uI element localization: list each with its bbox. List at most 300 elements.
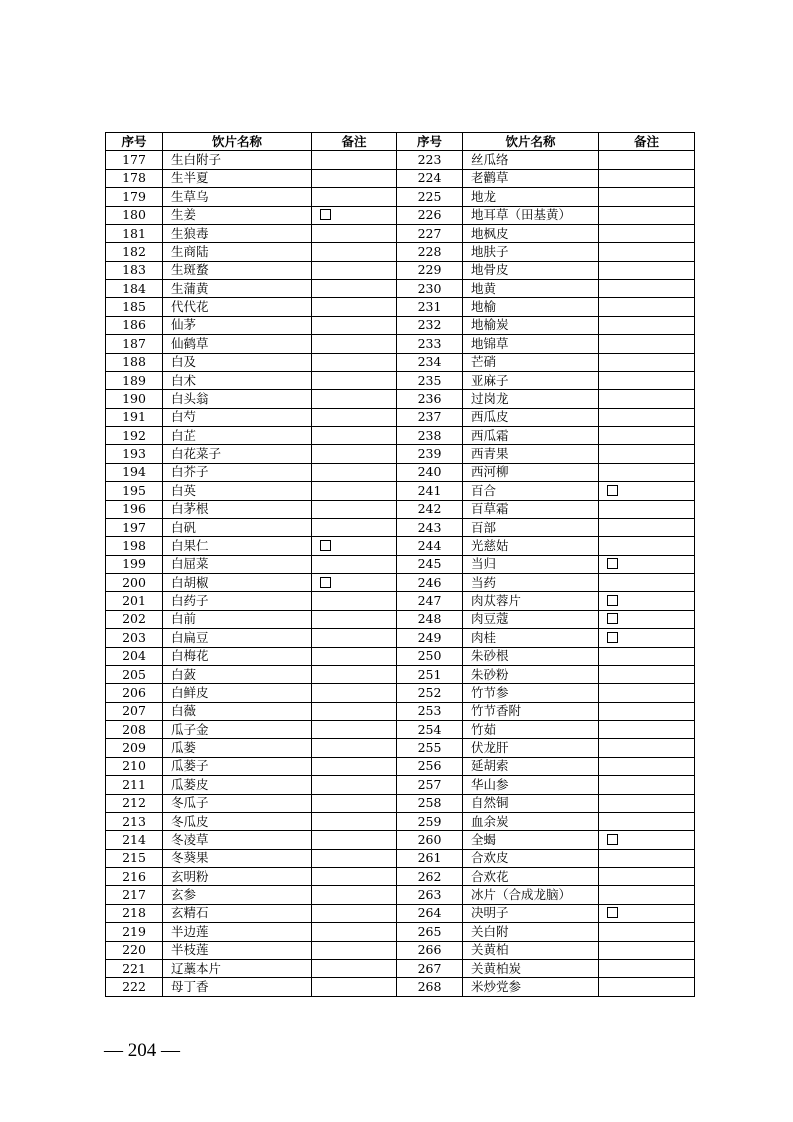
note-cell-left [312,684,397,702]
name-cell-left: 生半夏 [163,169,312,187]
name-cell-right: 关黄柏炭 [463,959,599,977]
name-cell-right: 冰片（合成龙脑） [463,886,599,904]
table-row [106,555,695,573]
page-number: — 204 — [104,1040,180,1061]
note-cell-left [312,868,397,886]
seq-cell-right: 255 [397,739,463,757]
table-row [106,224,695,242]
note-cell-right [599,427,695,445]
seq-cell-left: 204 [106,647,163,665]
seq-cell-left: 214 [106,831,163,849]
note-cell-left [312,757,397,775]
note-cell-left [312,959,397,977]
name-cell-left: 仙茅 [163,316,312,334]
seq-cell-right: 240 [397,463,463,481]
checkbox-square-icon [320,540,331,551]
checkbox-square-icon [607,558,618,569]
note-cell-left [312,978,397,996]
note-cell-right [599,463,695,481]
name-cell-left: 白芍 [163,408,312,426]
seq-cell-right: 237 [397,408,463,426]
table-row [106,169,695,187]
table-row [106,463,695,481]
seq-cell-left: 206 [106,684,163,702]
seq-cell-right: 266 [397,941,463,959]
note-cell-right [599,665,695,683]
name-cell-left: 白药子 [163,592,312,610]
seq-cell-right: 267 [397,959,463,977]
name-cell-right: 关白附 [463,923,599,941]
name-cell-right: 当药 [463,574,599,592]
seq-cell-right: 242 [397,500,463,518]
table-row [106,886,695,904]
seq-cell-right: 229 [397,261,463,279]
note-cell-left [312,923,397,941]
name-cell-left: 白术 [163,371,312,389]
table-row [106,776,695,794]
name-cell-right: 决明子 [463,904,599,922]
name-cell-left: 白芥子 [163,463,312,481]
name-cell-right: 百部 [463,518,599,536]
name-cell-left: 母丁香 [163,978,312,996]
note-cell-left [312,647,397,665]
seq-cell-left: 189 [106,371,163,389]
seq-cell-right: 223 [397,151,463,169]
note-cell-right [599,959,695,977]
seq-cell-right: 263 [397,886,463,904]
note-cell-right [599,849,695,867]
table-row [106,629,695,647]
note-cell-left [312,463,397,481]
name-cell-right: 地锦草 [463,335,599,353]
seq-cell-right: 258 [397,794,463,812]
name-cell-right: 当归 [463,555,599,573]
seq-cell-right: 226 [397,206,463,224]
note-cell-right [599,280,695,298]
name-cell-left: 生白附子 [163,151,312,169]
seq-cell-left: 191 [106,408,163,426]
note-cell-right [599,298,695,316]
seq-cell-right: 257 [397,776,463,794]
seq-cell-right: 239 [397,445,463,463]
table-row [106,941,695,959]
checkbox-square-icon [607,613,618,624]
name-cell-left: 瓜蒌子 [163,757,312,775]
seq-cell-left: 208 [106,721,163,739]
note-cell-left [312,243,397,261]
table-row [106,482,695,500]
name-cell-right: 自然铜 [463,794,599,812]
seq-cell-left: 213 [106,812,163,830]
note-cell-left [312,886,397,904]
note-cell-left [312,610,397,628]
seq-cell-left: 190 [106,390,163,408]
seq-cell-right: 249 [397,629,463,647]
name-cell-right: 关黄柏 [463,941,599,959]
table-row [106,445,695,463]
table-row [106,500,695,518]
seq-cell-left: 216 [106,868,163,886]
note-cell-right [599,941,695,959]
seq-cell-left: 222 [106,978,163,996]
note-cell-right [599,335,695,353]
note-cell-left [312,739,397,757]
note-cell-left [312,298,397,316]
seq-cell-left: 201 [106,592,163,610]
note-cell-left [312,335,397,353]
note-cell-left [312,941,397,959]
name-cell-right: 伏龙肝 [463,739,599,757]
table-row [106,371,695,389]
seq-cell-right: 246 [397,574,463,592]
note-cell-right [599,923,695,941]
checkbox-square-icon [320,577,331,588]
note-cell-left [312,574,397,592]
name-cell-right: 地枫皮 [463,224,599,242]
table-row [106,592,695,610]
table-row [106,574,695,592]
name-cell-right: 延胡索 [463,757,599,775]
table-row [106,537,695,555]
note-cell-right [599,831,695,849]
name-cell-left: 白蔹 [163,665,312,683]
seq-cell-left: 220 [106,941,163,959]
note-cell-right [599,518,695,536]
name-cell-left: 白屈菜 [163,555,312,573]
seq-cell-right: 256 [397,757,463,775]
note-cell-right [599,592,695,610]
seq-cell-right: 252 [397,684,463,702]
table-row [106,812,695,830]
note-cell-right [599,757,695,775]
name-cell-left: 白英 [163,482,312,500]
name-cell-left: 白及 [163,353,312,371]
note-cell-left [312,555,397,573]
seq-cell-left: 219 [106,923,163,941]
note-cell-left [312,169,397,187]
table-row [106,206,695,224]
header-name-left: 饮片名称 [163,133,312,151]
name-cell-left: 白果仁 [163,537,312,555]
note-cell-right [599,151,695,169]
seq-cell-left: 192 [106,427,163,445]
note-cell-left [312,188,397,206]
table-row [106,868,695,886]
seq-cell-right: 231 [397,298,463,316]
name-cell-right: 丝瓜络 [463,151,599,169]
table-row [106,665,695,683]
table-row [106,959,695,977]
seq-cell-left: 210 [106,757,163,775]
seq-cell-right: 238 [397,427,463,445]
note-cell-right [599,684,695,702]
note-cell-right [599,574,695,592]
name-cell-right: 朱砂粉 [463,665,599,683]
seq-cell-left: 186 [106,316,163,334]
note-cell-right [599,647,695,665]
note-cell-right [599,445,695,463]
seq-cell-right: 260 [397,831,463,849]
name-cell-left: 白芷 [163,427,312,445]
checkbox-square-icon [607,485,618,496]
seq-cell-left: 202 [106,610,163,628]
name-cell-left: 白头翁 [163,390,312,408]
table-row [106,151,695,169]
name-cell-left: 辽藁本片 [163,959,312,977]
name-cell-left: 白茅根 [163,500,312,518]
seq-cell-right: 245 [397,555,463,573]
seq-cell-right: 264 [397,904,463,922]
name-cell-right: 全蝎 [463,831,599,849]
name-cell-right: 竹茹 [463,721,599,739]
seq-cell-right: 234 [397,353,463,371]
seq-cell-left: 193 [106,445,163,463]
note-cell-right [599,206,695,224]
table-row [106,243,695,261]
note-cell-right [599,371,695,389]
checkbox-square-icon [607,632,618,643]
name-cell-right: 血余炭 [463,812,599,830]
note-cell-right [599,390,695,408]
name-cell-left: 玄参 [163,886,312,904]
seq-cell-left: 205 [106,665,163,683]
note-cell-right [599,702,695,720]
header-name-right: 饮片名称 [463,133,599,151]
seq-cell-right: 225 [397,188,463,206]
name-cell-right: 百合 [463,482,599,500]
note-cell-left [312,904,397,922]
name-cell-left: 冬葵果 [163,849,312,867]
note-cell-right [599,261,695,279]
name-cell-right: 地龙 [463,188,599,206]
note-cell-right [599,243,695,261]
seq-cell-left: 188 [106,353,163,371]
note-cell-right [599,408,695,426]
note-cell-left [312,702,397,720]
note-cell-right [599,886,695,904]
table-header-row [106,133,695,151]
name-cell-left: 代代花 [163,298,312,316]
note-cell-right [599,537,695,555]
seq-cell-right: 250 [397,647,463,665]
header-note-right: 备注 [599,133,695,151]
name-cell-right: 竹节参 [463,684,599,702]
note-cell-left [312,224,397,242]
name-cell-right: 华山参 [463,776,599,794]
name-cell-right: 芒硝 [463,353,599,371]
name-cell-left: 半边莲 [163,923,312,941]
name-cell-left: 冬瓜皮 [163,812,312,830]
note-cell-right [599,978,695,996]
name-cell-right: 亚麻子 [463,371,599,389]
table-row [106,684,695,702]
table-row [106,610,695,628]
seq-cell-right: 251 [397,665,463,683]
name-cell-left: 生商陆 [163,243,312,261]
seq-cell-left: 212 [106,794,163,812]
name-cell-right: 过岗龙 [463,390,599,408]
name-cell-right: 地榆炭 [463,316,599,334]
seq-cell-left: 177 [106,151,163,169]
note-cell-right [599,316,695,334]
note-cell-right [599,776,695,794]
seq-cell-left: 200 [106,574,163,592]
seq-cell-right: 261 [397,849,463,867]
note-cell-right [599,555,695,573]
note-cell-right [599,500,695,518]
seq-cell-left: 185 [106,298,163,316]
table-row [106,335,695,353]
name-cell-left: 白扁豆 [163,629,312,647]
table-row [106,831,695,849]
table-row [106,188,695,206]
name-cell-right: 合欢皮 [463,849,599,867]
name-cell-right: 肉豆蔻 [463,610,599,628]
seq-cell-left: 187 [106,335,163,353]
seq-cell-left: 203 [106,629,163,647]
seq-cell-left: 196 [106,500,163,518]
table-row [106,647,695,665]
table-row [106,261,695,279]
checkbox-square-icon [607,595,618,606]
header-note-left: 备注 [312,133,397,151]
name-cell-left: 白梅花 [163,647,312,665]
seq-cell-left: 194 [106,463,163,481]
note-cell-left [312,390,397,408]
seq-cell-right: 243 [397,518,463,536]
note-cell-right [599,904,695,922]
seq-cell-right: 259 [397,812,463,830]
seq-cell-right: 241 [397,482,463,500]
seq-cell-left: 197 [106,518,163,536]
note-cell-left [312,592,397,610]
name-cell-right: 地黄 [463,280,599,298]
seq-cell-left: 221 [106,959,163,977]
table-row [106,757,695,775]
note-cell-left [312,151,397,169]
name-cell-left: 瓜蒌皮 [163,776,312,794]
table-row [106,408,695,426]
name-cell-right: 光慈姑 [463,537,599,555]
name-cell-right: 地耳草（田基黄） [463,206,599,224]
name-cell-right: 地肤子 [463,243,599,261]
note-cell-left [312,353,397,371]
name-cell-right: 西青果 [463,445,599,463]
note-cell-right [599,169,695,187]
note-cell-left [312,537,397,555]
seq-cell-left: 195 [106,482,163,500]
seq-cell-left: 198 [106,537,163,555]
name-cell-right: 肉苁蓉片 [463,592,599,610]
name-cell-left: 瓜蒌 [163,739,312,757]
seq-cell-right: 265 [397,923,463,941]
seq-cell-left: 180 [106,206,163,224]
table-row [106,739,695,757]
seq-cell-left: 199 [106,555,163,573]
name-cell-left: 生斑蝥 [163,261,312,279]
name-cell-left: 瓜子金 [163,721,312,739]
seq-cell-right: 227 [397,224,463,242]
note-cell-left [312,665,397,683]
seq-cell-left: 215 [106,849,163,867]
seq-cell-right: 247 [397,592,463,610]
table-row [106,904,695,922]
name-cell-left: 玄精石 [163,904,312,922]
table-row [106,518,695,536]
seq-cell-right: 235 [397,371,463,389]
header-seq-left: 序号 [106,133,163,151]
seq-cell-left: 211 [106,776,163,794]
table-row [106,390,695,408]
note-cell-left [312,776,397,794]
name-cell-left: 白前 [163,610,312,628]
checkbox-square-icon [607,834,618,845]
herbal-slices-table [105,132,695,997]
seq-cell-left: 183 [106,261,163,279]
seq-cell-right: 233 [397,335,463,353]
table-row [106,298,695,316]
name-cell-right: 西瓜霜 [463,427,599,445]
checkbox-square-icon [320,209,331,220]
name-cell-right: 米炒党参 [463,978,599,996]
name-cell-left: 白花菜子 [163,445,312,463]
name-cell-left: 玄明粉 [163,868,312,886]
checkbox-square-icon [607,907,618,918]
name-cell-left: 白鲜皮 [163,684,312,702]
note-cell-right [599,739,695,757]
name-cell-left: 仙鹤草 [163,335,312,353]
name-cell-right: 地榆 [463,298,599,316]
note-cell-right [599,224,695,242]
seq-cell-right: 224 [397,169,463,187]
name-cell-left: 生姜 [163,206,312,224]
note-cell-left [312,482,397,500]
name-cell-right: 西瓜皮 [463,408,599,426]
table-row [106,978,695,996]
note-cell-left [312,518,397,536]
note-cell-left [312,831,397,849]
seq-cell-right: 268 [397,978,463,996]
seq-cell-right: 248 [397,610,463,628]
note-cell-left [312,408,397,426]
note-cell-right [599,353,695,371]
table-row [106,794,695,812]
note-cell-left [312,500,397,518]
seq-cell-right: 253 [397,702,463,720]
table-row [106,353,695,371]
note-cell-right [599,188,695,206]
header-seq-right: 序号 [397,133,463,151]
name-cell-left: 生狼毒 [163,224,312,242]
seq-cell-left: 184 [106,280,163,298]
seq-cell-left: 181 [106,224,163,242]
name-cell-left: 冬瓜子 [163,794,312,812]
note-cell-right [599,794,695,812]
seq-cell-left: 179 [106,188,163,206]
name-cell-right: 百草霜 [463,500,599,518]
table-row [106,702,695,720]
name-cell-left: 白矾 [163,518,312,536]
seq-cell-right: 230 [397,280,463,298]
name-cell-left: 生蒲黄 [163,280,312,298]
note-cell-right [599,629,695,647]
name-cell-right: 肉桂 [463,629,599,647]
note-cell-left [312,316,397,334]
name-cell-left: 冬凌草 [163,831,312,849]
table-row [106,849,695,867]
table-row [106,427,695,445]
note-cell-right [599,610,695,628]
